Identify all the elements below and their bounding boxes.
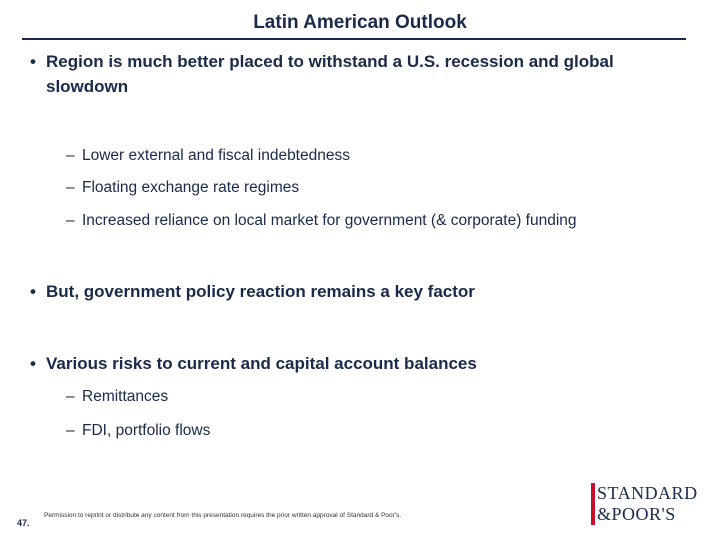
sub-bullet-marker: –	[66, 212, 75, 229]
logo-accent-bar	[591, 483, 595, 525]
bullet-marker: •	[30, 354, 36, 373]
sub-bullet-text: FDI, portfolio flows	[82, 422, 211, 439]
sub-bullet-3	[66, 211, 577, 231]
sp-logo	[597, 483, 707, 525]
sub-bullet-text: Remittances	[82, 388, 169, 405]
logo-line-1: STANDARD	[597, 483, 698, 503]
sub-bullet-text: Lower external and fiscal indebtedness	[82, 147, 350, 164]
sub-bullet-1	[66, 146, 350, 166]
logo-line-2: &POOR'S	[597, 504, 676, 524]
bullet-text: But, government policy reaction remains a key factor	[46, 282, 475, 301]
sub-bullet-text: Floating exchange rate regimes	[82, 179, 300, 196]
bullet-2	[30, 279, 670, 304]
bullet-3	[30, 351, 670, 376]
page-number: 47.	[17, 518, 30, 528]
slide-title: Latin American Outlook	[253, 12, 467, 33]
bullet-1	[30, 49, 670, 99]
sub-bullet-2	[66, 178, 299, 198]
sub-bullet-4	[66, 387, 168, 407]
bullet-marker: •	[30, 52, 36, 71]
sub-bullet-text: Increased reliance on local market for government (& corporate) funding	[82, 212, 577, 229]
sub-bullet-marker: –	[66, 422, 75, 439]
sub-bullet-marker: –	[66, 147, 75, 164]
bullet-text: Region is much better placed to withstand a U.S. recession and global slowdown	[46, 52, 614, 96]
copyright-notice: Permission to reprint or distribute any content from this presentation requires the prior written approval of Standard & Poor's.	[44, 512, 402, 519]
sub-bullet-marker: –	[66, 388, 75, 405]
bullet-text: Various risks to current and capital account balances	[46, 354, 477, 373]
sub-bullet-5	[66, 421, 210, 441]
bullet-marker: •	[30, 282, 36, 301]
title-divider	[22, 38, 686, 40]
sub-bullet-marker: –	[66, 179, 75, 196]
